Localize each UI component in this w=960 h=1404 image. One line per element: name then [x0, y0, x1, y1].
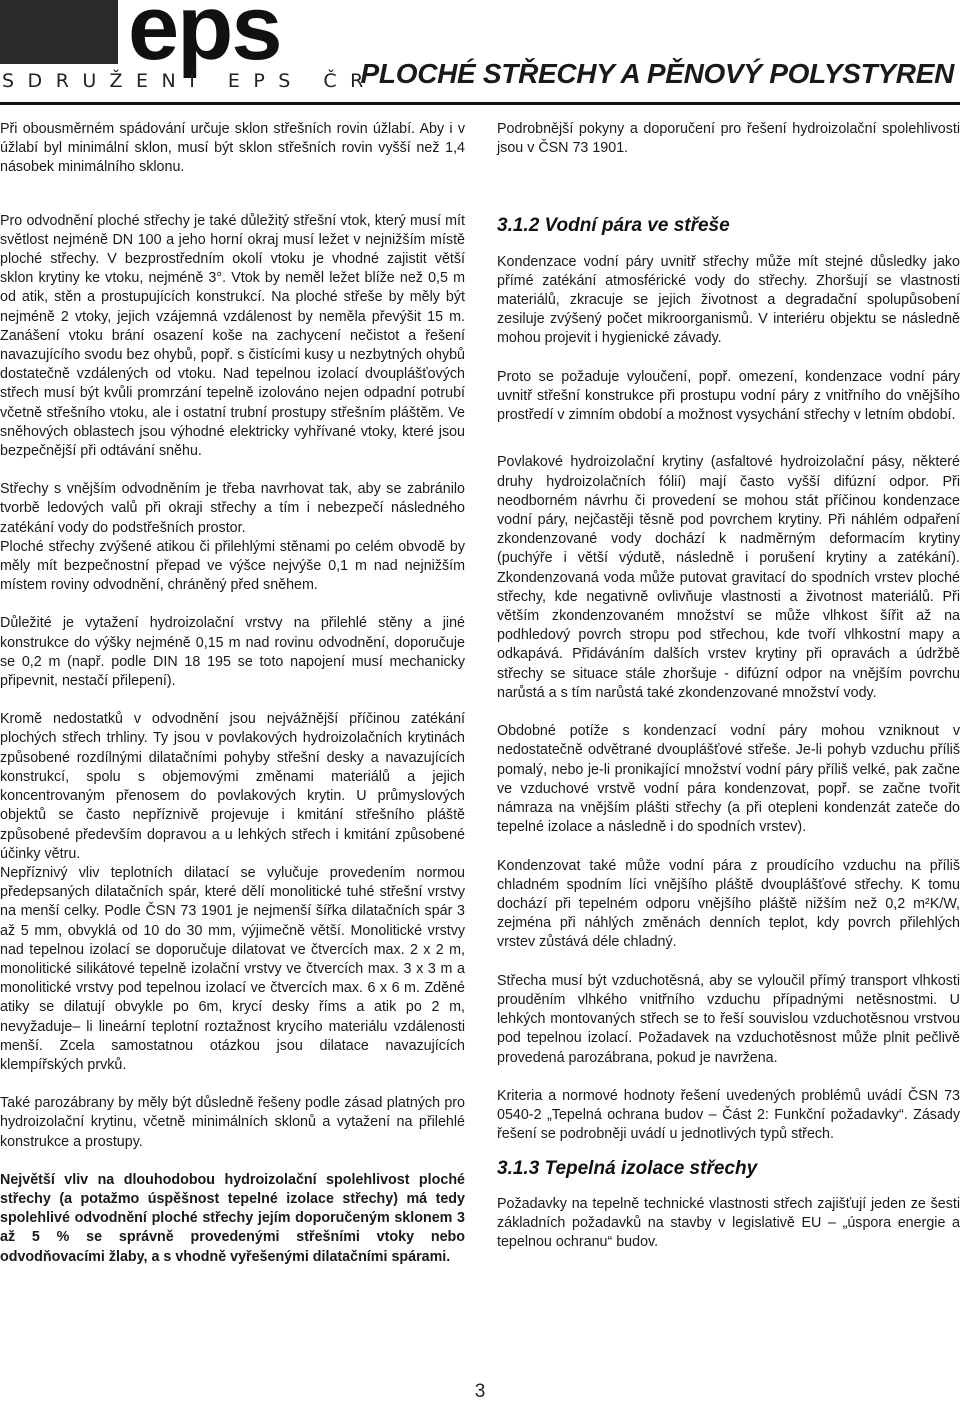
- paragraph: Obdobné potíže s kondenzací vodní páry mohou vzniknout v nedostatečně odvětrané dvouplášťové střeše. Je-li pohyb vzduchu příliš pomalý, nebo je-li pronikající množství vodní páry příliš velké, pak začne ve vzduchové vrstvě vodní pára kondenzovat, popř. se začne tvořit námraza na vnějším plášti střechy (a při otepleni kondenzát zateče do tepelné izolace a následně i do spodních vrstev).: [497, 723, 960, 836]
- logo-subtitle: SDRUŽENÍ EPS ČR: [2, 70, 377, 92]
- paragraph: Také parozábrany by měly být důsledně řešeny podle zásad platných pro hydroizolační krytinu, včetně minimálních sklonů a vytažení na přilehlé konstrukce a prostupy.: [0, 1095, 465, 1150]
- right-column: [497, 120, 960, 1272]
- paragraph: Kriteria a normové hodnoty řešení uvedených problémů uvádí ČSN 73 0540-2 „Tepelná ochrana budov – Část 2: Funkční požadavky“. Zásady řešení se podrobněji uvádí u jednotlivých typů střech.: [497, 1088, 960, 1143]
- document-title: PLOCHÉ STŘECHY A PĚNOVÝ POLYSTYREN: [360, 58, 954, 89]
- paragraph: Podrobnější pokyny a doporučení pro řešení hydroizolační spolehlivosti jsou v ČSN 73 1901.: [497, 121, 960, 157]
- paragraph: Při obousměrném spádování určuje sklon střešních rovin úžlabí. Aby i v úžlabí byl minimální sklon, musí být sklon střešních rovin vyšší než 1,4 násobek minimálního sklonu.: [0, 121, 465, 176]
- emphasis-paragraph: Největší vliv na dlouhodobou hydroizolační spolehlivost ploché střechy (a potažmo úspěšnost tepelné izolace střechy) má tedy spolehlivé odvodnění ploché střechy jejím doporučeným sklonem 3 až 5 % se správně provedenými střešními vtoky nebo odvodňovacími žlaby, a s vhodně vyřešenými dilatačními spárami.: [0, 1171, 465, 1265]
- paragraph: Pro odvodnění ploché střechy je také důležitý střešní vtok, který musí mít světlost nejméně DN 100 a jeho horní okraj musí ležet v nejnižším místě ploché střechy. V bezprostředním okolí vtoku je vhodné zajistit větší sklon krytiny ke vtoku, nejméně 3°. Vtok by neměl ležet blíže než 0,5 m od atik, stěn a prostupujících konstrukcí. Na ploché střeše by měly být nejméně 2 vtoky, jejich vzájemná vzdálenost by neměla převýšit 15 m. Zanášení vtoku brání osazení koše na zachycení nečistot a řešení navazujícího svodu bez ohybů, popř. s čistícími kusy u nezbytných ohybů dostatečně vzdálených od vtoku. Nad tepelnou izolací dvouplášťových střech musí být kvůli promrzání tepelně izolováno nejen odpadní potrubí včetně střešního vtoku, ale i ostatní trubní prostupy střešním pláštěm. Ve sněhových oblastech jsou výhodné elektricky vyhřívané vtoky, které jsou bezpečnější při odtávání sněhu.: [0, 212, 465, 460]
- paragraph: Ploché střechy zvýšené atikou či přilehlými stěnami po celém obvodě by měly mít bezpečnostní přepad ve výšce nejvýše 0,1 m nad nejnižším místem roviny odvodnění, chráněný před sněhem.: [0, 538, 465, 594]
- logo-text: eps: [128, 0, 281, 79]
- paragraph: Kondenzace vodní páry uvnitř střechy může mít stejné důsledky jako přímé zatékání atmosférické vody do střechy. Zhoršují se vlastnosti materiálů, zkracuje se jejich životnost a degradační spolupůsobení zesiluje zvýšený počet mikroorganismů. V interiéru objektu se následně mohou projevit i hygienické závady.: [497, 253, 960, 347]
- logo-mark-icon: [0, 0, 118, 64]
- page-number: 3: [474, 1381, 486, 1402]
- header-divider: [0, 102, 960, 105]
- paragraph: Kondenzovat také může vodní pára z proudícího vzduchu na příliš chladném spodním líci vnějšího pláště dvouplášťové střechy. K tomu dochází při tepelném odporu vnějšího pláště nižším než 0,2 m²K/W, zejména při náhlých změnách denních teplot, kdy povrch přilehlých vrstev zůstává déle chladný.: [497, 857, 960, 951]
- paragraph: Povlakové hydroizolační krytiny (asfaltové hydroizolační pásy, některé druhy hydroizolačních fólií) mají často vyšší difúzní odpor. Při neodborném návrhu či provedení se mohou stát příčinou kondenzace vodní páry, nejčastěji těsně pod povrchem krytiny. Při náhlém odpaření zkondenzované vody dochází k nadměrným deformacím krytiny (puchýře i větší výdutě, následně i porušení krytiny a zatékání). Zkondenzovaná voda může putovat gravitací do spodních vrstev ploché střechy, kde negativně ovlivňuje vlastnosti a životnost materiálů. Při větším zkondenzovaném množství se může vlhkost šířit až na podhledový povrch stropu pod střechou, kde tvoří vlhkostní mapy a odkapává. Přidáváním dalších vrstev krytiny při opravách a údržbě střechy se situace stále zhoršuje - difúzní odpor na vnějším povrchu narůstá a s tím narůstá také zkondenzované množství vody.: [497, 454, 960, 701]
- section-heading: 3.1.3 Tepelná izolace střechy: [497, 1157, 758, 1179]
- section-heading: 3.1.2 Vodní pára ve střeše: [497, 215, 730, 237]
- paragraph: Důležité je vytažení hydroizolační vrstvy na přilehlé stěny a jiné konstrukce do výšky nejméně 0,15 m nad rovinu odvodnění, doporučuje se 0,2 m (např. podle DIN 18 195 se toto napojení musí mechanicky připevnit, nestačí přilepení).: [0, 615, 465, 690]
- logo: [0, 0, 377, 100]
- paragraph: Nepříznivý vliv teplotních dilatací se vylučuje provedením normou předepsaných dilatačních spár, které dělí monolitické tuhé střešní vrstvy na menší celky. Podle ČSN 73 1901 je nejmenší šířka dilatačních spár 3 až 5 mm, obvyklá od 10 do 30 mm, výjimečně větší. Monolitické vrstvy nad tepelnou izolací se doporučuje dilatovat ve čtvercích max. 2 x 2 m, monolitické silikátové tepelně izolační vrstvy ve čtvercích max. 3 x 3 m a monolitické vrstvy pod tepelnou izolací ve čtvercích max. 6 x 6 m. Zděné atiky se dilatují obvykle po 6m, krycí desky říms a atik po 2 m, nevyžaduje– li lineární teplotní roztažnost krycího materiálu vzdálenosti menší. Zcela samostatnou otázkou jsou dilatace navazujících klempířských prvků.: [0, 864, 465, 1073]
- paragraph: Kromě nedostatků v odvodnění jsou nejvážnější příčinou zatékání plochých střech trhliny. Ty jsou v povlakových hydroizolačních krytinách způsobené rozdílnými dilatačními pohyby střešní desky a navazujících konstrukcí, spolu s objemovými změnami materiálů a jejich koncentrovaným přenosem do povlakových krytin. U průmyslových objektů se často nepříznivě projevuje i kmitání střešního pláště způsobené především dopravou a u lehkých střech i kmitání způsobené účinky větru.: [0, 711, 465, 862]
- paragraph: Proto se požaduje vyloučení, popř. omezení, kondenzace vodní páry uvnitř střešní konstrukce při prostupu vodní páry z vnitřního do vnějšího prostředí v zimním období a možnost vysychání střechy v letním období.: [497, 368, 960, 424]
- paragraph: Požadavky na tepelně technické vlastnosti střech zajišťují jeden ze šesti základních požadavků na stavby v legislativě EU – „úspora energie a tepelnou ochranu“ budov.: [497, 1195, 960, 1251]
- left-column: [0, 120, 465, 1286]
- paragraph: Střechy s vnějším odvodněním je třeba navrhovat tak, aby se zabránilo tvorbě ledových valů při okraji střechy a tím i nebezpečí následného zatékání vody do podstřešních prostor.: [0, 481, 465, 536]
- paragraph: Střecha musí být vzduchotěsná, aby se vyloučil přímý transport vlhkosti prouděním vlhkého vnitřního vzduchu případnými netěsnostmi. U lehkých montovaných střech se to řeší souvislou vzduchotěsnou vrstvou pod tepelnou izolací. Požadavek na vzduchotěsnost může plnit pečlivě provedená parozábrana, pokud je navržena.: [497, 972, 960, 1066]
